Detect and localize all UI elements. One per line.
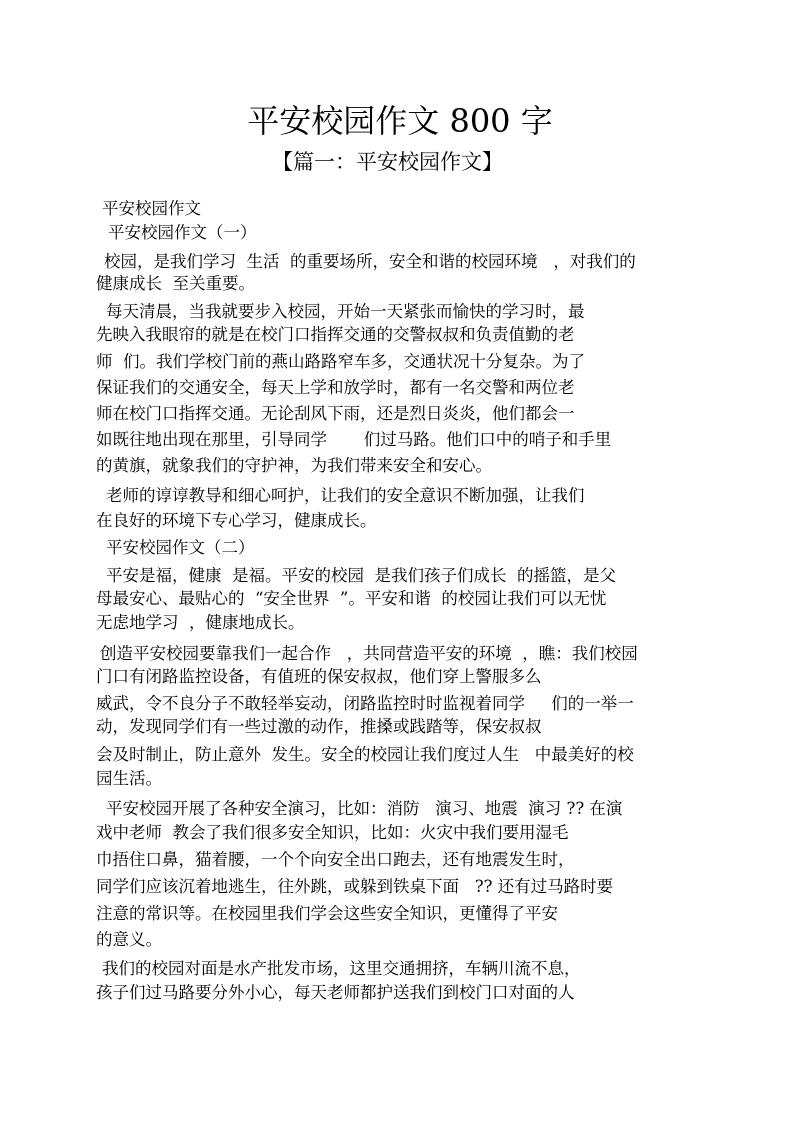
text-line: 无虑地学习 ，健康地成长。 bbox=[96, 613, 305, 632]
text-line: 校园，是我们学习 生活 的重要场所，安全和谐的校园环境 ，对我们的 bbox=[104, 252, 636, 271]
text-line: 我们的校园对面是水产批发市场，这里交通拥挤，车辆川流不息， bbox=[102, 959, 581, 978]
text-line: 母最安心、最贴心的 “安全世界 ”。平安和谐 的校园让我们可以无忧 bbox=[96, 589, 607, 608]
document-title: 平安校园作文 800 字 bbox=[247, 102, 553, 140]
text-line: 平安校园作文（二） bbox=[106, 538, 255, 557]
text-line: 威武，令不良分子不敢轻举妄动，闭路监控时时监视着同学 们的一举一 bbox=[96, 694, 634, 713]
text-line: 保证我们的交通安全，每天上学和放学时，都有一名交警和两位老 bbox=[96, 378, 575, 397]
text-line: 的黄旗，就象我们的守护神，为我们带来安全和安心。 bbox=[96, 456, 492, 475]
text-line: 同学们应该沉着地逃生，往外跳，或躲到铁桌下面 ?? 还有过马路时要 bbox=[96, 877, 614, 896]
text-line: 老师的谆谆教导和细心呵护，让我们的安全意识不断加强，让我们 bbox=[106, 486, 585, 505]
text-line: 门口有闭路监控设备，有值班的保安叔叔，他们穿上警服多么 bbox=[96, 667, 542, 686]
text-line: 动，发现同学们有一些过激的动作，推搡或践踏等，保安叔叔 bbox=[96, 717, 542, 736]
text-line: 戏中老师 教会了我们很多安全知识，比如：火灾中我们要用湿毛 bbox=[96, 823, 569, 842]
text-line: 创造平安校园要靠我们一起合作 ，共同营造平安的环境 ，瞧：我们校园 bbox=[100, 644, 638, 663]
text-line: 师在校门口指挥交通。无论刮风下雨，还是烈日炎炎，他们都会一 bbox=[96, 404, 575, 423]
text-line: 平安是福，健康 是福。平安的校园 是我们孩子们成长 的摇篮，是父 bbox=[106, 566, 616, 585]
text-line: 平安校园作文 bbox=[102, 199, 201, 218]
text-line: 先映入我眼帘的就是在校门口指挥交通的交警叔叔和负责值勤的老 bbox=[96, 325, 575, 344]
text-line: 师 们。我们学校门前的燕山路路窄车多，交通状况十分复杂。为了 bbox=[96, 352, 585, 371]
text-line: 平安校园作文（一） bbox=[108, 223, 257, 242]
document-subtitle: 【篇一：平安校园作文】 bbox=[272, 150, 503, 174]
text-line: 平安校园开展了各种安全演习，比如：消防 演习、地震 演习 ?? 在演 bbox=[106, 799, 623, 818]
text-line: 如既往地出现在那里，引导同学 们过马路。他们口中的哨子和手里 bbox=[96, 430, 612, 449]
text-line: 孩子们过马路要分外小心，每天老师都护送我们到校门口对面的人 bbox=[96, 983, 575, 1002]
text-line: 在良好的环境下专心学习，健康成长。 bbox=[96, 511, 377, 530]
text-line: 注意的常识等。在校园里我们学会这些安全知识，更懂得了平安 bbox=[96, 904, 558, 923]
text-line: 的意义。 bbox=[96, 930, 162, 949]
text-line: 每天清晨，当我就要步入校园，开始一天紧张而愉快的学习时，最 bbox=[106, 302, 585, 321]
text-line: 园生活。 bbox=[96, 769, 162, 788]
text-line: 健康成长 至关重要。 bbox=[96, 274, 255, 293]
text-line: 会及时制止，防止意外 发生。安全的校园让我们度过人生 中最美好的校 bbox=[96, 745, 634, 764]
text-line: 巾捂住口鼻，猫着腰，一个个向安全出口跑去，还有地震发生时， bbox=[96, 850, 575, 869]
